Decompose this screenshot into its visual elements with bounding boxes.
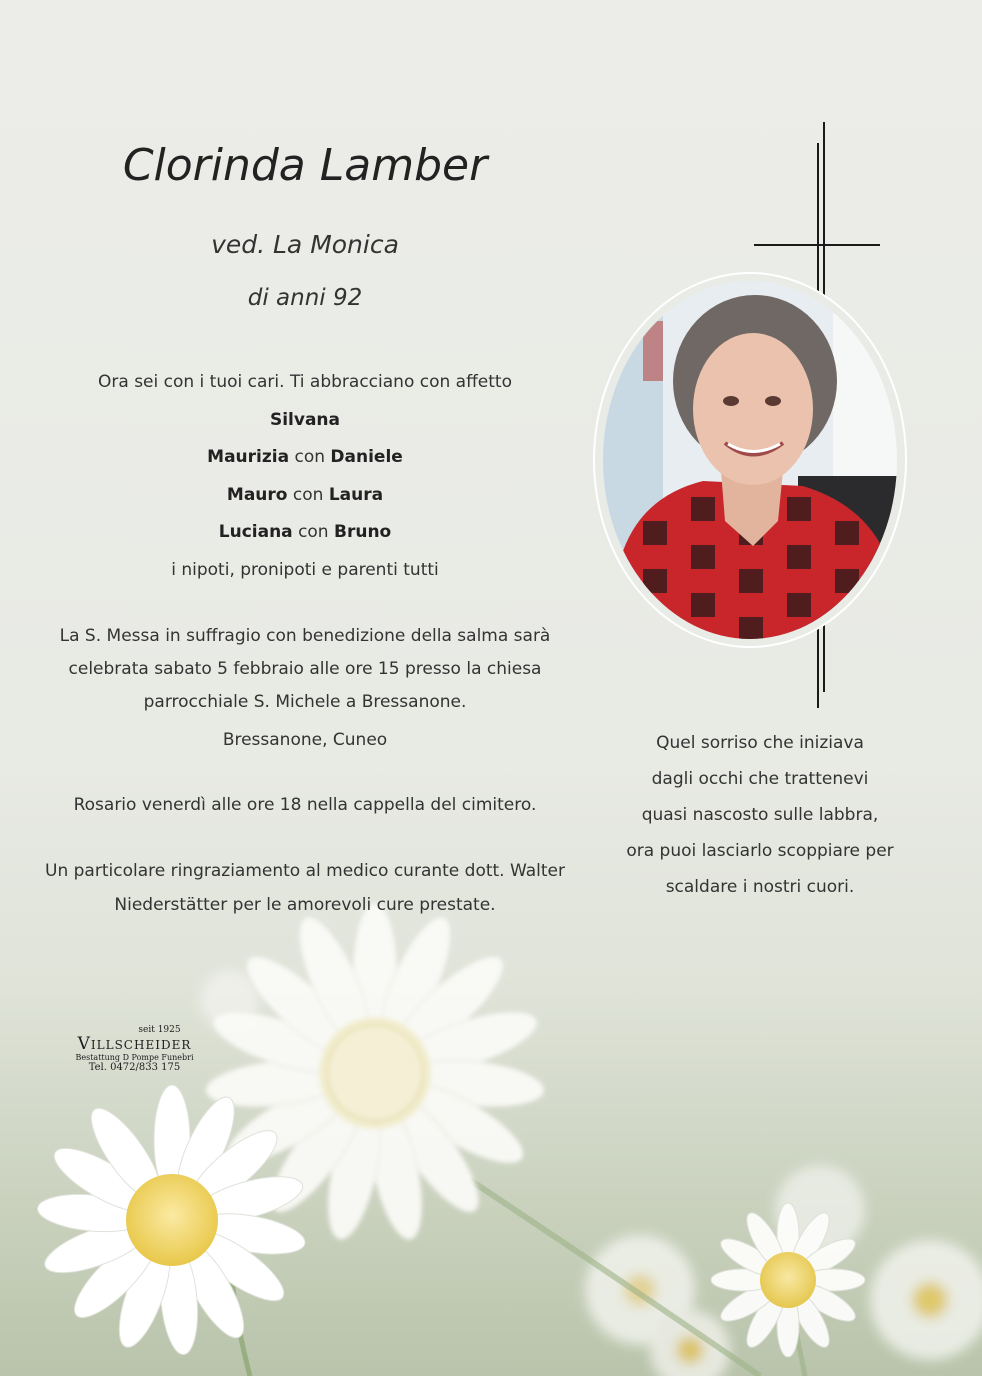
family-member [40,410,570,430]
poem-line: quasi nascosto sulle labbra, [641,805,879,825]
logo-phone: Tel. 0472/833 175 [88,1062,181,1073]
portrait-photo [603,281,897,639]
member-partner: Daniele [330,447,403,467]
family-member [40,522,570,542]
poem-line: scaldare i nostri cuori. [665,877,855,897]
member-connector: con [294,447,326,467]
logo-brand: Villscheider [77,1034,192,1054]
deceased-name: Clorinda Lamber [122,140,488,191]
member-name: Maurizia [207,447,290,467]
funeral-home-logo [62,1025,207,1073]
portrait-illustration [603,281,897,639]
poem-line: Quel sorriso che iniziava [656,733,864,753]
mass-place: Bressanone, Cuneo [222,730,388,750]
thanks-line: Un particolare ringraziamento al medico curante dott. Walter [45,861,565,881]
member-name: Luciana [218,522,293,542]
family-member [40,447,570,467]
rosary-text: Rosario venerdì alle ore 18 nella cappella del cimitero. [73,795,537,815]
thanks-line: Niederstätter per le amorevoli cure prestate. [114,895,496,915]
poem-line: ora puoi lasciarlo scoppiare per [626,841,894,861]
poem-line: dagli occhi che trattenevi [651,769,869,789]
member-connector: con [298,522,329,542]
member-name: Silvana [269,410,341,430]
mass-line: La S. Messa in suffragio con benedizione della salma sarà [59,626,551,646]
logo-tagline: Bestattung D Pompe Funebri [75,1053,194,1062]
family-member [40,485,570,505]
member-connector: con [292,485,324,505]
daisy-background [0,880,982,1376]
family-outro: i nipoti, pronipoti e parenti tutti [171,560,439,580]
member-partner: Laura [328,485,384,505]
logo-since: seit 1925 [138,1025,181,1035]
widow-of: ved. La Monica [211,230,399,259]
age: di anni 92 [247,285,363,311]
mass-line: celebrata sabato 5 febbraio alle ore 15 presso la chiesa [68,659,542,679]
family-intro: Ora sei con i tuoi cari. Ti abbracciano con affetto [98,372,512,392]
member-name: Mauro [226,485,288,505]
mass-line: parrocchiale S. Michele a Bressanone. [143,692,467,712]
poem [600,725,920,905]
member-partner: Bruno [334,522,392,542]
